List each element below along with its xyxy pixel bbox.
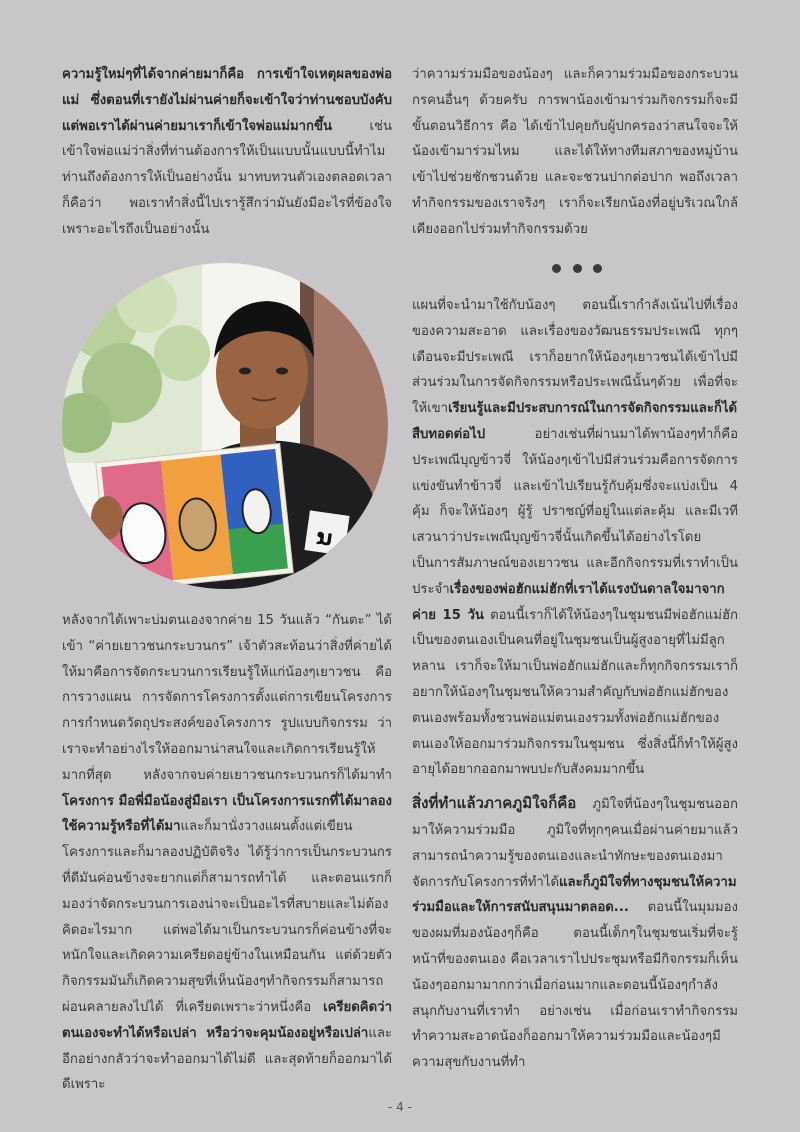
pride-text-1: ภูมิใจที่น้องๆในชุมชนออกมาให้ความร่วมมือ ภูมิใจที่ทุกๆคนเมื่อผ่านค่ายมาแล้วสามารถนำความรู้ของตนเองและนำทักษะของตนเองมาจัดการกับโครงการที่ทำได้ xyxy=(412,797,738,890)
project-name-bold: โครงการ มือพี่มือน้องสู่มือเรา เป็นโครงการแรกที่ได้มาลองใช้ความรู้หรือที่ได้มา xyxy=(62,793,392,835)
plan-text-2: อย่างเช่นที่ผ่านมาได้พาน้องๆทำก็คือ ประเพณีบุญข้าวจี่ ให้น้องๆเข้าไปมีส่วนร่วมคือการจัดการแข่งขันทำข้าวจี่ และเข้าไปเรียนรู้กับคุ้มซึ่งจะแบ่งเป็น 4 คุ้ม ก็จะให้น้องๆ ผู้รู้ ปราชญ์ที่อยู่ในแต่ละคุ้ม และมีเวทีเสวนาว่าประเพณีบุญข้าวจี่นั้นเกิดขึ้นได้อย่างไรโดยเป็นการสัมภาษณ์ของเยาวชน และอีกกิจกรรมที่เราทำเป็นประจำ xyxy=(412,426,738,597)
pride-lead: สิ่งที่ทำแล้วภาคภูมิใจก็คือ xyxy=(412,794,577,813)
right-column-bottom xyxy=(412,293,738,1076)
intro-text: เช่น เข้าใจพ่อแม่ว่าสิ่งที่ท่านต้องการให้เป็นแบบนั้นแบบนี้ทำไมท่านถึงต้องการให้เป็นอย่างนั้น มาทบทวนตัวเองตลอดเวลา ก็คือว่า พอเราทำสิ่งนี้ไปเรารู้สึกว่ามันยังมีอะไรที่ข้องใจ เพราะอะไรถึงเป็นอย่างนั้น xyxy=(62,118,392,237)
svg-text:ນ: ນ xyxy=(314,524,334,552)
intro-paragraph xyxy=(62,62,392,243)
camp-paragraph xyxy=(62,608,392,1098)
cooperation-paragraph: ว่าความร่วมมือของน้องๆ และก็ความร่วมมือของกระบวนกรคนอื่นๆ ด้วยครับ การพาน้องเข้ามาร่วมกิจกรรมก็จะมีขั้นตอนวิธีการ คือ ได้เข้าไปคุยกับผู้ปกครองว่าสนใจจะให้น้องเข้ามาร่วมไหม และได้ให้ทางทีมสภาของหมู่บ้านเข้าไปช่วยชักชวนด้วย และจะชวนปากต่อปาก พอถึงเวลาทำกิจกรรมของเราจริงๆ เราก็จะเรียกน้องที่อยู่บริเวณใกล้เคียงออกไปร่วมทำกิจกรรมด้วย xyxy=(412,67,738,237)
camp-text-2: และก็มานั่งวางแผนตั้งแต่เขียนโครงการและก็มาลองปฏิบัติจริง ได้รู้ว่าการเป็นกระบวนกรที่ดีมันค่อนข้างจะยากแต่ก็สามารถทำได้ และตอนแรกก็มองว่าจัดกระบวนการเองน่าจะเป็นอะไรที่สบายและไม่ต้องคิดอะไรมาก แต่พอได้มาเป็นกระบวนกรก็ค่อนข้างที่จะหนักใจและเกิดความเครียดอยู่ข้างในเหมือนกัน แต่ด้วยตัวกิจกรรมมันก็เกิดความสุขที่เห็นน้องๆทำกิจกรรมก็สามารถผ่อนคลายลงไปได้ ที่เครียดเพราะว่าหนึ่งคือ xyxy=(62,819,392,1015)
plan-text-3: ตอนนี้เราก็ได้ให้น้องๆในชุมชนมีพ่อฮักแม่ฮักเป็นของตนเองเป็นคนที่อยู่ในชุมชนเป็นผู้สูงอายุที่ไม่มีลูกหลาน เราก็จะให้มาเป็นพ่อฮักแม่ฮักและก็ทุกกิจกรรมเราก็อยากให้น้องๆในชุมชนให้ความสำคัญกับพ่อฮักแม่ฮักของตนเองพร้อมทั้งชวนพ่อแม่ตนเองรวมทั้งพ่อฮักแม่ฮักของตนเองให้ออกมาร่วมกิจกรรมในชุมชน ซึ่งสิ่งนี้ก็ทำให้ผู้สูงอายุได้อยากออกมาพบปะกับสังคมมากขึ้น xyxy=(412,607,738,778)
plan-paragraph xyxy=(412,293,738,783)
intro-bold-text: ความรู้ใหม่ๆที่ได้จากค่ายมาก็คือ การเข้าใจเหตุผลของพ่อแม่ ซึ่งตอนที่เรายังไม่ผ่านค่ายก็จะเข้าใจว่าท่านชอบบังคับ แต่พอเราได้ผ่านค่ายมาเราก็เข้าใจพ่อแม่มากขึ้น xyxy=(62,67,392,134)
pride-paragraph xyxy=(412,791,738,1076)
elder-bold: เรื่องของพ่อฮักแม่ฮักที่เราได้แรงบันดาลใจมาจากค่าย 15 วัน xyxy=(412,581,725,623)
left-column-bottom xyxy=(62,608,392,1098)
stress-bold: เครียดคิดว่าตนเองจะทำได้หรือเปล่า หรือว่าจะคุมน้องอยู่หรือเปล่า xyxy=(62,999,392,1041)
dot-icon xyxy=(593,264,602,273)
right-column-top xyxy=(412,62,738,243)
camp-text-1: หลังจากได้เพาะบ่มตนเองจากค่าย 15 วันแล้ว “กันตะ” ได้เข้า “ค่ายเยาวชนกระบวนกร” เจ้าตัวสะท้อนว่าสิ่งที่ค่ายได้ให้มาคือการจัดกระบวนการเรียนรู้ให้แก่น้องๆเยาวชน คือ การวางแผน การจัดการโครงการตั้งแต่การเขียนโครงการ การกำหนดวัตถุประสงค์ของโครงการ รูปแบบกิจกรรม ว่าเราจะทำอย่างไรให้ออกมาน่าสนใจและเกิดการเรียนรู้ให้มากที่สุด หลังจากจบค่ายเยาวชนกระบวนกรก็ได้มาทำ xyxy=(62,613,392,783)
page-number: - 4 - xyxy=(388,1100,412,1114)
dot-icon xyxy=(573,264,582,273)
portrait-photo xyxy=(62,263,388,589)
community-bold: และก็ภูมิใจที่ทางชุมชนให้ความร่วมมือและให้การสนับสนุนมาตลอด... xyxy=(412,874,737,916)
dot-icon xyxy=(552,264,561,273)
camp-text-3: และอีกอย่างกลัวว่าจะทำออกมาได้ไม่ดี และสุดท้ายก็ออกมาได้ดีเพราะ xyxy=(62,1025,392,1093)
section-divider-dots xyxy=(552,262,602,274)
pride-text-2: ตอนนี้ในมุมมองของผมที่มองน้องๆก็คือ ตอนนี้เด็กๆในชุมชนเริ่มที่จะรู้หน้าที่ของตนเอง คือเวลาเราไปประชุมหรือมีกิจกรรมก็เห็นน้องๆออกมามากกว่าเมื่อก่อนมากและตอนนี้น้องๆกำลังสนุกกับงานที่เราทำ อย่างเช่น เมื่อก่อนเราทำกิจกรรมทำความสะอาดน้องก็ออกมาให้ความร่วมมือและน้องๆมีความสุขกับงานที่ทำ xyxy=(412,900,738,1071)
boy-with-drawing-image xyxy=(62,263,388,589)
learning-bold: เรียนรู้และมีประสบการณ์ในการจัดกิจกรรมและก็ได้สืบทอดต่อไป xyxy=(412,401,738,442)
left-column-top xyxy=(62,62,392,243)
plan-text-1: แผนที่จะนำมาใช้กับน้องๆ ตอนนี้เรากำลังเน้นไปที่เรื่องของความสะอาด และเรื่องของวัฒนธรรมประเพณี ทุกๆเดือนจะมีประเพณี เราก็อยากให้น้องๆเยาวชนได้เข้าไปมีส่วนร่วมในการจัดกิจกรรมหรือประเพณีนั้นๆด้วย เพื่อที่จะให้เขา xyxy=(412,298,738,417)
